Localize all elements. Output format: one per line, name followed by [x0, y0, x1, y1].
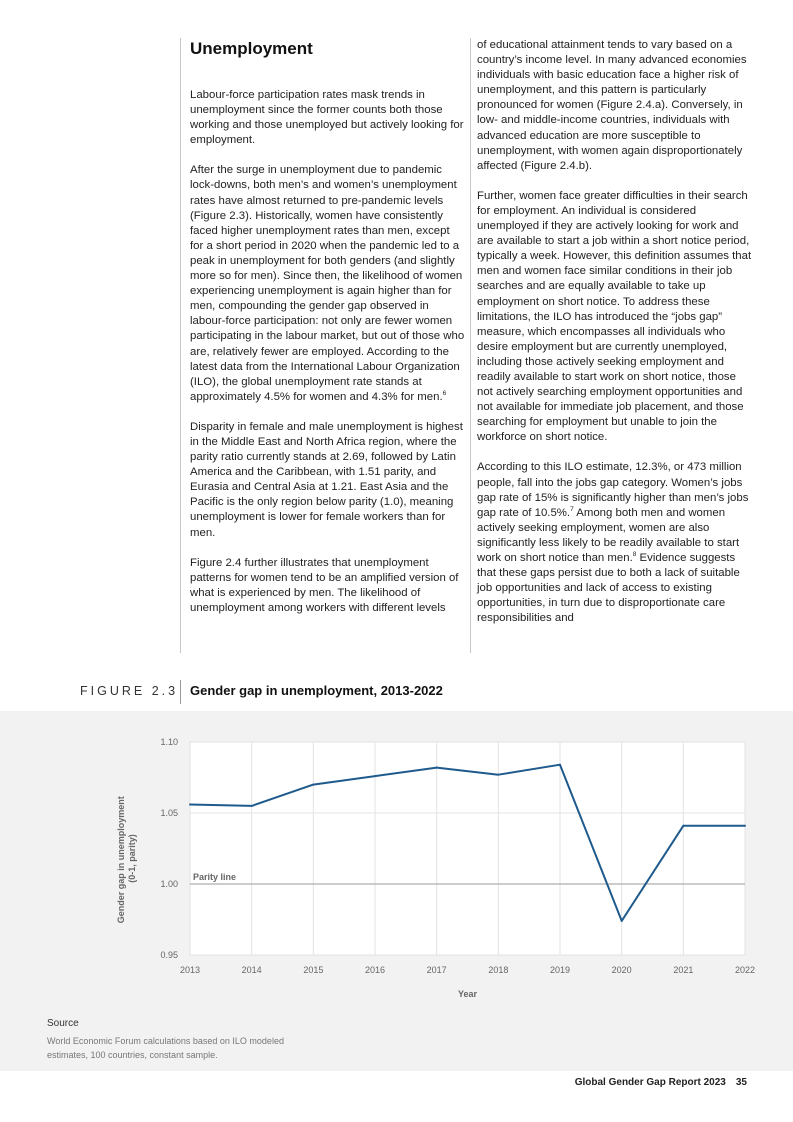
plot-area	[190, 742, 745, 955]
y-axis-title-line: Gender gap in unemployment	[116, 796, 126, 924]
paragraph-text: After the surge in unemployment due to pandemic lock-downs, both men’s and women’s unemployment rates have almost returned to pre-pandemic levels (Figure 2.3). Historically, women have consistently faced higher unemployment rates than men, except for a short period in 2020 when the pandemic led to a peak in unemployment for both genders (and slightly more so for men). Since then, the likelihood of women experiencing unemployment is again higher than for men, compounding the gender gap observed in labour-force participation: not only are fewer women participating in the labour market, but out of those who are, relatively fewer are employed. According to the latest data from the International Labour Organization (ILO), the global unemployment rate stands at approximately 4.5% for women and 4.3% for men.	[190, 164, 465, 403]
report-title: Global Gender Gap Report 2023	[574, 1077, 726, 1088]
y-axis-ticks	[160, 737, 178, 960]
y-tick-label: 1.05	[160, 808, 178, 818]
paragraph	[190, 163, 465, 405]
paragraph: Labour-force participation rates mask trends in unemployment since the former counts both those working and those unemployed but actively looking for employment.	[190, 89, 464, 147]
y-tick-label: 1.00	[160, 879, 178, 889]
data-point	[251, 805, 253, 807]
column-divider-left	[180, 38, 181, 653]
x-axis-title: Year	[457, 989, 478, 999]
data-point	[436, 767, 438, 769]
y-axis-title-line: (0-1, parity)	[127, 834, 137, 883]
paragraph-text: Among both men and women actively seeking employment, women are also significantly less likely to be readily available to start work on short notice than men.	[477, 506, 740, 564]
data-point	[559, 764, 561, 766]
x-tick-label: 2015	[303, 965, 324, 975]
data-point	[621, 920, 623, 922]
section-heading: Unemployment	[190, 39, 313, 58]
paragraph: Figure 2.4 further illustrates that unemployment patterns for women tend to be an amplified version of what is experienced by men. The likelihood of unemployment among workers with different levels	[190, 556, 459, 614]
footnote-ref: 8	[632, 551, 637, 559]
y-tick-label: 0.95	[160, 950, 178, 960]
line-chart	[0, 711, 793, 1011]
paragraph: of educational attainment tends to vary based on a country’s income level. In many advanced economies individuals with basic education face a higher risk of unemployment, and this pattern is particularly pronounced for women (Figure 2.4.a). Conversely, in low- and middle-income countries, individuals with advanced education are more susceptible to unemployment, with women again disproportionately affected (Figure 2.4.b).	[477, 39, 747, 172]
paragraph-text: Evidence suggests that these gaps persist due to both a lack of suitable job opportunities and lack of access to existing opportunities, in turn due to disproportionate care responsibilities and	[477, 552, 740, 625]
x-tick-label: 2013	[179, 965, 201, 975]
footnote-ref: 7	[570, 505, 574, 513]
text-column-right	[477, 38, 753, 641]
paragraph: Disparity in female and male unemployment is highest in the Middle East and North Africa region, where the parity ratio currently stands at 2.69, followed by Latin America and the Caribbean, with 1.51 parity, and Eurasia and Central Asia at 1.21. East Asia and the Pacific is the only region below parity (1.0), meaning unemployment is lower for female workers than for men.	[190, 420, 463, 539]
figure-label-divider	[180, 680, 181, 704]
x-tick-label: 2019	[549, 965, 571, 975]
x-tick-label: 2020	[611, 965, 632, 975]
x-tick-label: 2018	[488, 965, 509, 975]
data-point	[312, 784, 314, 786]
footnote-ref: 6	[442, 389, 447, 397]
source-text: World Economic Forum calculations based on ILO modeled estimates, 100 countries, constant sample.	[47, 1036, 284, 1060]
y-axis-title	[116, 794, 137, 924]
data-point	[682, 825, 684, 827]
figure-label: FIGURE 2.3	[80, 684, 179, 698]
paragraph: Further, women face greater difficulties in their search for employment. An individual is considered unemployed if they are actively looking for work and are available to start a job within a short notice period, typically a week. However, this definition assumes that men and women face similar conditions in their job searches and are equally available to take up employment on short notice. To address these limitations, the ILO has introduced the “jobs gap” measure, which encompasses all individuals who desire employment but are currently unemployed, including those actively seeking employment and readily available to start work on short notice, those not actively searching employment opportunities and not available for immediate job placement, and those searching for employment but unable to join the workforce on short notice.	[477, 189, 752, 444]
source-heading: Source	[47, 1018, 79, 1029]
text-column-left	[190, 38, 465, 631]
column-divider-middle	[470, 38, 471, 653]
x-tick-label: 2022	[734, 965, 756, 975]
x-tick-label: 2017	[426, 965, 447, 975]
x-axis-ticks	[180, 965, 755, 975]
page-number: 35	[735, 1077, 747, 1088]
paragraph	[477, 460, 753, 626]
y-tick-label: 1.10	[160, 737, 178, 747]
x-tick-label: 2016	[364, 965, 386, 975]
data-point	[497, 774, 499, 776]
x-tick-label: 2021	[673, 965, 694, 975]
data-point	[744, 825, 746, 827]
page-footer	[575, 1077, 747, 1088]
data-point	[189, 803, 191, 805]
paragraph-text: According to this ILO estimate, 12.3%, or 473 million people, fall into the jobs gap category. Women’s jobs gap rate of 15% is significantly higher than men’s jobs gap rate of 10.5%.	[477, 461, 749, 519]
parity-line-label: Parity line	[193, 872, 237, 882]
data-point	[374, 775, 376, 777]
figure-title: Gender gap in unemployment, 2013-2022	[190, 683, 443, 698]
x-tick-label: 2014	[241, 965, 262, 975]
